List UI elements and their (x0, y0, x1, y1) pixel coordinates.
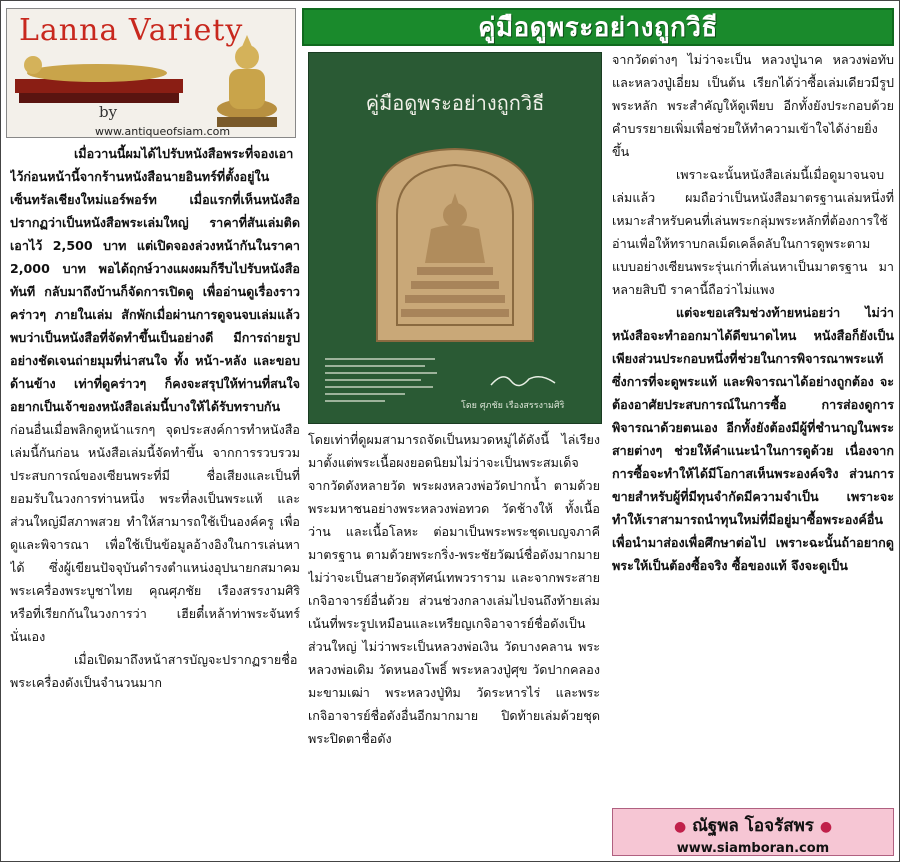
article-column-right (612, 48, 894, 800)
author-url[interactable]: www.siamboran.com (676, 841, 830, 856)
logo-url[interactable]: www.antiqueofsiam.com (95, 125, 231, 138)
page-title: คู่มือดูพระอย่างถูกวิธี (478, 12, 718, 43)
author-name-line (613, 812, 893, 839)
article-paragraph (10, 142, 300, 648)
article-column-left (10, 142, 300, 854)
signature-mark (489, 369, 559, 391)
article-paragraph-5: เพราะฉะนั้นหนังสือเล่มนี้เมื่อดูมาจนจบเล่มแล้ว ผมถือว่าเป็นหนังสือมาตรฐานเล่มหนึ่งที่เหมาะสำหรับคนที่เล่นพระกลุ่มพระหลักที่ต้องการใช้อ่านเพื่อให้ทราบกลเม็ดเคล็ดลับในการดูพระตามแบบอย่างเซียนพระรุ่นเก่าที่เล่นหาเป็นมาตรฐาน มาหลายสิบปี ราคานี้ถือว่าไม่แพง (612, 167, 894, 297)
article-paragraph-1: เมื่อวานนี้ผมได้ไปรับหนังสือพระที่จองเอาไว้ก่อนหน้านี้จากร้านหนังสือนายอินทร์ที่ตั้งอยู่ในเซ็นทรัลเชียงใหม่แอร์พอร์ท เมื่อแรกที่เห็นหนังสือปรากฏว่าเป็นหนังสือพระเล่มใหญ่ ราคาที่สันเล่มติดเอาไว้ 2,500 บาท แต่เปิดจองล่วงหน้ากันในราคา 2,000 บาท พอได้ฤกษ์วางแผงผมก็รีบไปรับหนังสือทันที กลับมาถึงบ้านก็จัดการเปิดดู เพื่ออ่านดูเรื่องราวคร่าวๆ ภายในเล่ม สักพักเมื่อผ่านการดูจนจบเล่มแล้ว พบว่าเป็นหนังสือที่จัดทำขึ้นเป็นอย่างดี มีการถ่ายรูปอย่างชัดเจนถ่ายมุมที่น่าสนใจ ทั้ง หน้า-หลัง และขอบด้านข้าง เท่าที่ดูคร่าวๆ ก็คงจะสรุปให้ท่านที่สนใจอยากเป็นเจ้าของหนังสือเล่มนี้บางให้ได้รับทราบกัน (10, 146, 300, 414)
logo-title: Lanna Variety (19, 13, 244, 48)
amulet-image (367, 145, 543, 345)
header-bar (302, 8, 894, 46)
article-paragraph-1b: ก่อนอื่นเมื่อพลิกดูหน้าแรกๆ จุดประสงค์การทำหนังสือเล่มนี้กันก่อน หนังสือเล่มนี้จัดทำขึ้น จากการรวบรวมประสบการณ์ของเซียนพระที่มี ชื่อเสียงและเป็นที่ยอมรับในวงการท่านหนึ่ง พระที่ลงเป็นพระแท้ และส่วนใหญ่มีสภาพสวย ทำให้สามารถใช้เป็นองค์ครู เพื่อดูและพิจารณา เพื่อใช้เป็นข้อมูลอ้างอิงในการเล่นหาได้ ซึ่งผู้เขียนปัจจุบันดำรงตำแหน่งอุปนายกสมาคมพระเครื่องพระบูชาไทย คุณศุภชัย เรืองสรรงามศิริ หรือที่เรียกกันในวงการว่า เฮียตี๋เหล้าท่าพระจันทร์ นั่นเอง (10, 422, 300, 644)
article-paragraph-6: แต่จะขอเสริมช่วงท้ายหน่อยว่า ไม่ว่าหนังสือจะทำออกมาได้ดีขนาดไหน หนังสือก็ยังเป็นเพียงส่วนประกอบหนึ่งที่ช่วยในการพิจารณาพระแท้ ซึ่งการที่จะดูพระแท้ และพิจารณาได้อย่างถูกต้อง จะต้องอาศัยประสบการณ์ในการซื้อ การส่องดูการพิจารณาด้วยตนเอง อีกทั้งยังต้องมีผู้ที่ชำนาญในพระสายต่างๆ ช่วยให้คำแนะนำในการดูด้วย เนื่องจากการซื้อจะทำให้ได้มีโอกาสเห็นพระองค์จริง ส่วนการขายสำหรับผู้ที่มีทุนจำกัดมีความจำเป็น เพราะจะทำให้เราสามารถนำทุนใหม่ที่มีอยู่มาซื้อพระองค์อื่นเพื่อนำมาส่องเพื่อศึกษาต่อไป เพราะฉะนั้นถ้าอยากดูพระให้เป็นต้องซื้อจริง ซื้อของแท้ จึงจะดูเป็น (612, 305, 894, 573)
author-box (612, 808, 894, 856)
book-cover-title: คู่มือดูพระอย่างถูกวิธี (365, 91, 545, 115)
book-cover-author-name: ศุภชัย เรืองสรรงามศิริ (479, 401, 565, 411)
book-cover-image (308, 52, 602, 424)
book-cover-contents-list (325, 353, 445, 407)
article-paragraph-4: จากวัดต่างๆ ไม่ว่าจะเป็น หลวงปู่นาค หลวงพ่อทับ และหลวงปู่เอี่ยม เป็นต้น เรียกได้ว่าซื้อเล่มเดียวมีรูปพระหลัก พระสำคัญให้ดูเพียบ อีกทั้งยังประกอบด้วยคำบรรยายเพิ่มเพื่อช่วยให้ทำความเข้าใจได้ง่ายยิ่งขึ้น (612, 52, 894, 159)
author-name: ณัฐพล โอจรัสพร (692, 816, 814, 836)
bullet-icon: ● (819, 819, 833, 835)
logo-box (6, 8, 296, 138)
article-paragraph-2: เมื่อเปิดมาถึงหน้าสารบัญจะปรากฏรายชื่อพระเครื่องดังเป็นจำนวนมาก (10, 652, 298, 690)
book-cover-by-label: โดย (461, 401, 477, 411)
logo-by: by (99, 103, 118, 121)
article-column-middle (308, 428, 600, 854)
article-paragraph-3: โดยเท่าที่ดูผมสามารถจัดเป็นหมวดหมู่ได้ดังนี้ ไล่เรียงมาตั้งแต่พระเนื้อผงยอดนิยมไม่ว่าจะเป็นพระสมเด็จจากวัดดังหลายวัด พระผงหลวงพ่อวัดปากน้ำ ตามด้วยพระมหาชนอย่างพระหลวงพ่อทวด วัดช้างให้ ทั้งเนื้อว่าน และเนื้อโลหะ ต่อมาเป็นพระพระชุดเบญจภาคีมาตรฐาน ตามด้วยพระกริ่ง-พระชัยวัฒน์ชื่อดังมากมาย ไม่ว่าจะเป็นสายวัดสุทัศน์เทพวราราม และจากพระสายเกจิอาจารย์อื่นด้วย ส่วนช่วงกลางเล่มไปจนถึงท้ายเล่มเน้นที่พระรูปเหมือนและเหรียญเกจิอาจารย์ชื่อดังเป็นส่วนใหญ่ ไม่ว่าพระเป็นหลวงพ่อเงิน วัดบางคลาน พระหลวงพ่อเดิม วัดหนองโพธิ์ พระหลวงปู่ศุข วัดปากคลองมะขามเฒ่า พระหลวงปู่ทิม วัดระหารไร่ และพระเกจิอาจารย์ชื่อดังอื่นอีกมากมาย ปิดท้ายเล่มด้วยชุดพระปิดตาชื่อดัง (308, 432, 600, 746)
book-cover-author (461, 398, 565, 412)
bullet-icon: ● (673, 819, 687, 835)
